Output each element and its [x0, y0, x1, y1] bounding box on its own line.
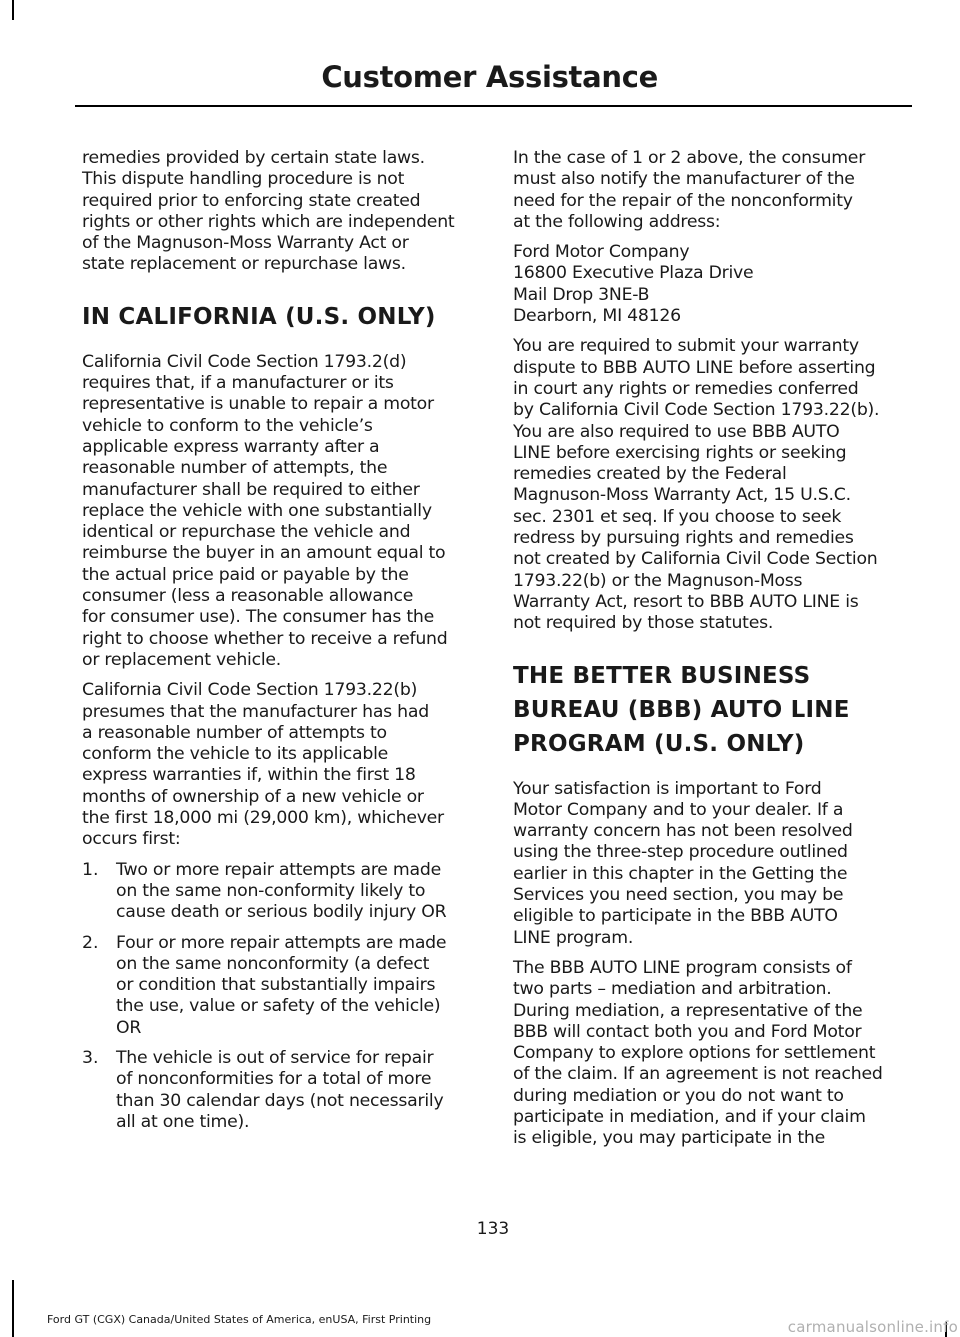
left-column	[82, 148, 474, 1142]
list-item: 2. Four or more repair attempts are made on the same nonconformity (a defect or condition that substantially impairs the use, value or safety of the vehicle) OR	[82, 932, 447, 1038]
presumption-conditions-list	[82, 860, 474, 1134]
list-item: 1. Two or more repair attempts are made on the same non-conformity likely to cause death or serious bodily injury OR	[82, 859, 447, 923]
program-paragraph: The BBB AUTO LINE program consists of two parts – mediation and arbitration. During mediation, a representative of the BBB will contact both you and Ford Motor Company to explore options for settlement of the claim. If an agreement is not reached during mediation or you do not want to participate in mediation, and if your claim is eligible, you may participate in the	[513, 957, 883, 1149]
manufacturer-address: Ford Motor Company 16800 Executive Plaza Drive Mail Drop 3NE-B Dearborn, MI 48126	[513, 242, 754, 327]
list-item-number: 3.	[82, 1047, 99, 1068]
bbb-required-paragraph: You are required to submit your warranty dispute to BBB AUTO LINE before asserting in court any rights or remedies conferred by California Civil Code Section 1793.22(b). You are also required to use BBB AUTO LINE before exercising rights or seeking remedies created by the Federal Magnuson-Moss Warranty Act, 15 U.S.C. sec. 2301 et seq. If you choose to seek redress by pursuing rights and remedies not created by California Civil Code Section 1793.22(b) or the Magnuson-Moss Warranty Act, resort to BBB AUTO LINE is not required by those statutes.	[513, 336, 880, 634]
list-item-number: 2.	[82, 932, 99, 953]
intro-paragraph: remedies provided by certain state laws. This dispute handling procedure is not required prior to enforcing state created rights or other rights which are independent of the Magnuson-Moss Warranty Act or state replacement or repurchase laws.	[82, 148, 455, 275]
bbb-auto-line-heading: THE BETTER BUSINESS BUREAU (BBB) AUTO LINE PROGRAM (U.S. ONLY)	[513, 662, 850, 757]
page-title: Customer Assistance	[321, 60, 658, 94]
crop-mark-bottom-left	[12, 1280, 14, 1337]
civil-code-1793-22-paragraph: California Civil Code Section 1793.22(b) presumes that the manufacturer has had a reasonable number of attempts to conform the vehicle to its applicable express warranties if, within the first 18 months of ownership of a new vehicle or the first 18,000 mi (29,000 km), whichever occurs first:	[82, 680, 444, 850]
edition-footer: Ford GT (CGX) Canada/United States of America, enUSA, First Printing	[47, 1313, 432, 1326]
list-item-number: 1.	[82, 859, 99, 880]
header-rule	[75, 105, 912, 107]
page-number: 133	[476, 1219, 510, 1239]
notify-paragraph: In the case of 1 or 2 above, the consumer must also notify the manufacturer of the need for the repair of the nonconformity at the following address:	[513, 148, 866, 232]
list-item: 3. The vehicle is out of service for repair of nonconformities for a total of more than 30 calendar days (not necessarily all at one time).	[82, 1047, 444, 1132]
watermark: carmanualsonline.info	[787, 1318, 958, 1336]
crop-mark-top-left	[12, 0, 14, 20]
right-column	[513, 148, 905, 1159]
california-heading: IN CALIFORNIA (U.S. ONLY)	[82, 303, 436, 330]
satisfaction-paragraph: Your satisfaction is important to Ford Motor Company and to your dealer. If a warranty concern has not been resolved using the three-step procedure outlined earlier in this chapter in the Getting the Services you need section, you may be eligible to participate in the BBB AUTO LINE program.	[513, 778, 853, 948]
civil-code-1793-2-paragraph: California Civil Code Section 1793.2(d) requires that, if a manufacturer or its representative is unable to repair a motor vehicle to conform to the vehicle’s applicable express warranty after a reasonable number of attempts, the manufacturer shall be required to either replace the vehicle with one substantially identical or repurchase the vehicle and reimburse the buyer in an amount equal to the actual price paid or payable by the consumer (less a reasonable allowance for consumer use). The consumer has the right to choose whether to receive a refund or replacement vehicle.	[82, 351, 448, 670]
